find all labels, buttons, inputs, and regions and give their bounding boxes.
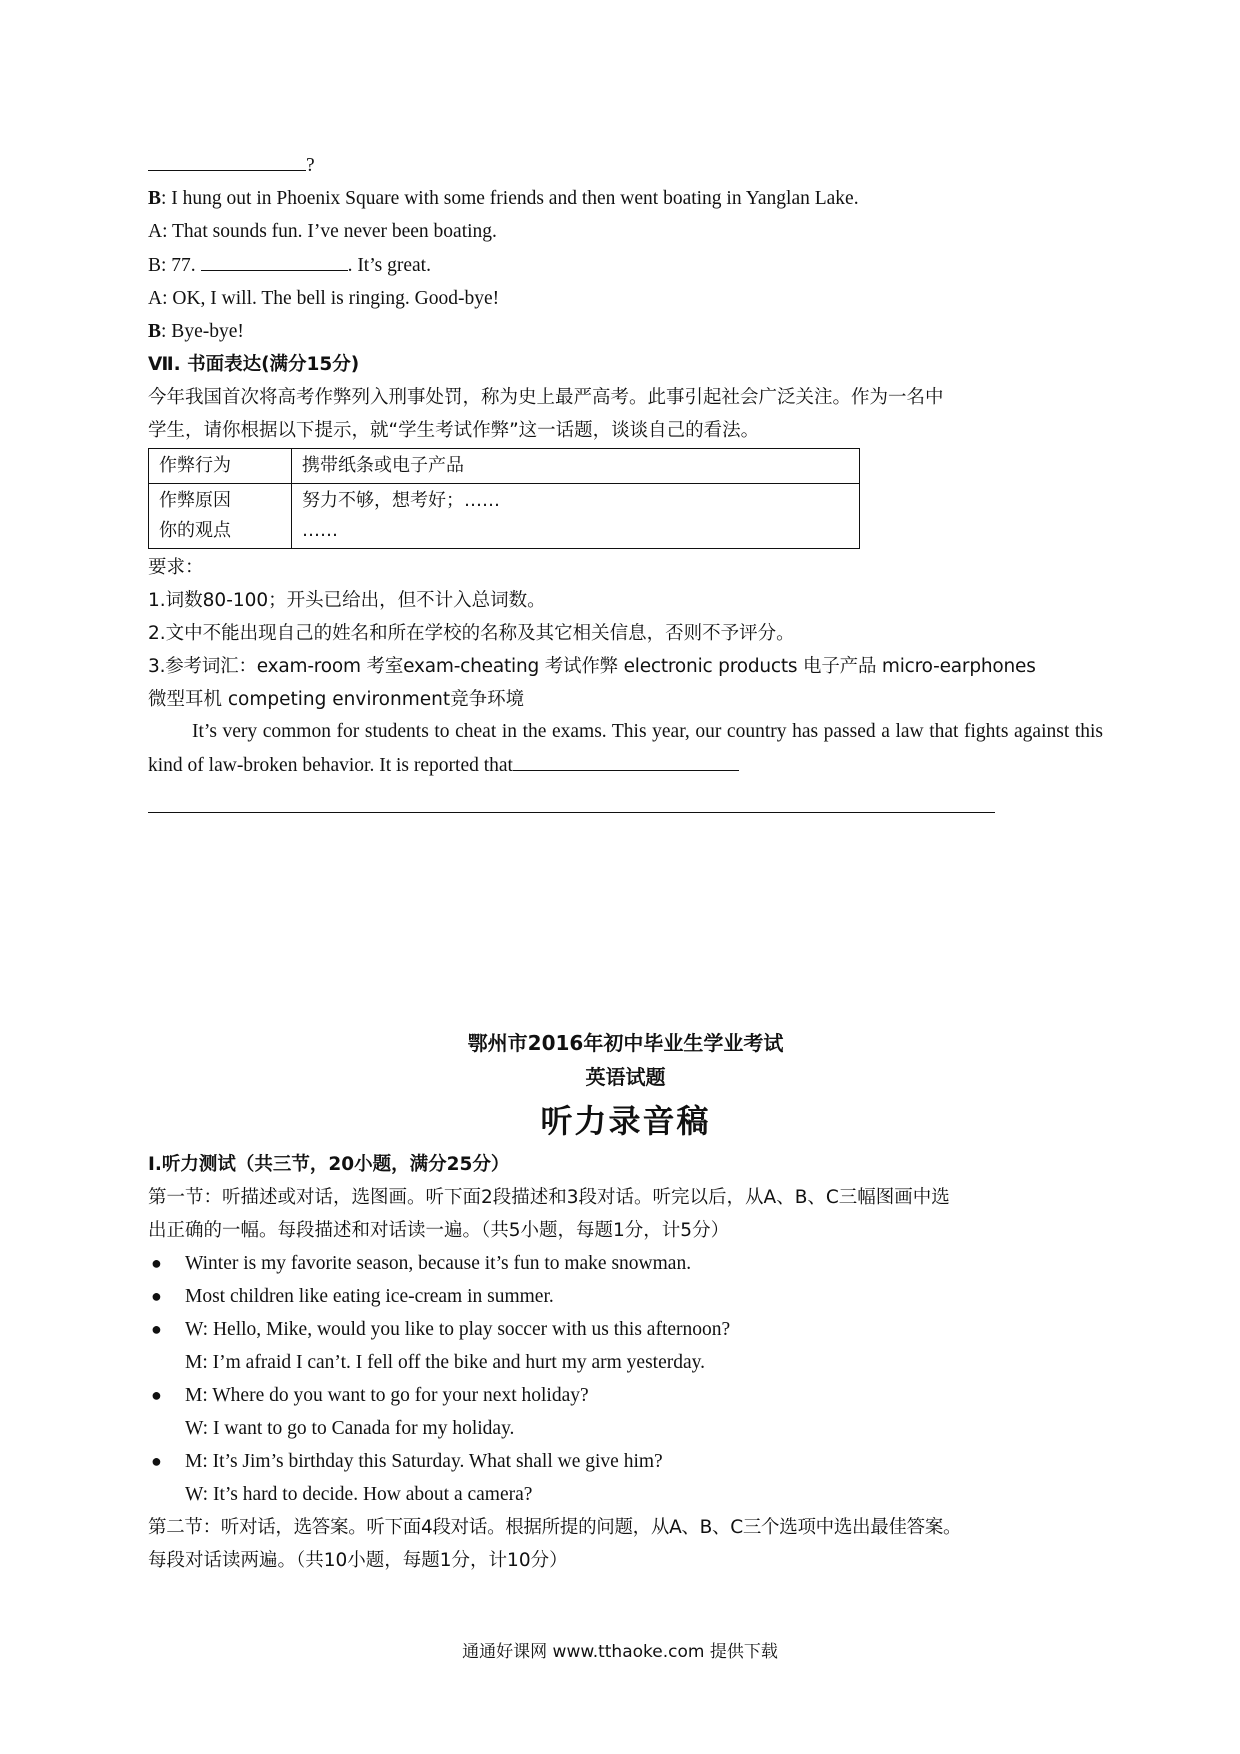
item-text: W: I want to go to Canada for my holiday.	[185, 1418, 515, 1439]
item-text: Most children like eating ice-cream in summer.	[185, 1286, 554, 1307]
cell-line: ……	[302, 520, 338, 541]
item-text: Winter is my favorite season, because it’s fun to make snowman.	[185, 1253, 692, 1274]
dialogue-line-a2: A: OK, I will. The bell is ringing. Good-bye!	[148, 288, 500, 309]
requirement-3-continued: 微型耳机 competing environment竞争环境	[148, 689, 525, 710]
essay-blank-line	[148, 782, 995, 813]
requirement-1: 1.词数80-100；开头已给出，但不计入总词数。	[148, 590, 546, 611]
item-text: M: Where do you want to go for your next holiday?	[185, 1385, 589, 1406]
cell-line: 你的观点	[159, 520, 231, 541]
bullet-icon: ●	[151, 1385, 162, 1405]
cell-line: 作弊原因	[159, 490, 231, 511]
speaker-b: B	[148, 188, 162, 209]
table-row	[149, 449, 860, 484]
cell-line: 努力不够，想考好；……	[302, 490, 500, 511]
writing-prompt-line-2: 学生，请你根据以下提示，就“学生考试作弊”这一话题，谈谈自己的看法。	[148, 420, 760, 441]
dialogue-text: . It’s great.	[347, 255, 431, 276]
requirement-3: 3.参考词汇：exam-room 考室exam-cheating 考试作弊 electronic products 电子产品 micro-earphones	[148, 656, 1036, 677]
list-item	[148, 1280, 1103, 1313]
exam-title: 鄂州市2016年初中毕业生学业考试	[467, 1031, 784, 1055]
list-item	[148, 1313, 1103, 1379]
section-1-instructions-line-2: 出正确的一幅。每段描述和对话读一遍。（共5小题，每题1分，计5分）	[148, 1220, 730, 1241]
dialogue-text: B: 77.	[148, 255, 196, 276]
table-row	[149, 484, 860, 549]
requirements-heading: 要求：	[148, 557, 204, 578]
essay-opening	[148, 716, 1103, 782]
listening-part-heading: Ⅰ.听力测试（共三节，20小题，满分25分）	[148, 1154, 510, 1175]
dialogue-line-b3	[148, 315, 1103, 348]
dialogue-line-b1	[148, 182, 1103, 215]
dialogue-text: : I hung out in Phoenix Square with some friends and then went boating in Yanglan Lake.	[161, 188, 859, 209]
answer-blank-77	[201, 248, 348, 271]
transcript-title: 听力录音稿	[540, 1102, 711, 1140]
writing-prompt-line-1: 今年我国首次将高考作弊列入刑事处罚，称为史上最严高考。此事引起社会广泛关注。作为一名中	[148, 387, 944, 408]
speaker-b: B	[148, 321, 162, 342]
spacer	[148, 820, 1103, 1026]
dialogue-question-line	[148, 148, 1103, 182]
essay-text: It’s very common for students to cheat in the exams. This year, our country has passed a law that fights against this kind of law-broken behavior. It is reported that	[148, 721, 1103, 776]
item-text: W: It’s hard to decide. How about a camera?	[185, 1484, 533, 1505]
writing-hint-table	[148, 448, 860, 549]
item-text: M: It’s Jim’s birthday this Saturday. What shall we give him?	[185, 1451, 663, 1472]
table-cell-label	[149, 484, 292, 549]
requirement-2: 2.文中不能出现自己的姓名和所在学校的名称及其它相关信息，否则不予评分。	[148, 623, 795, 644]
question-mark: ?	[306, 155, 315, 176]
section-2-instructions-line-2: 每段对话读两遍。（共10小题，每题1分，计10分）	[148, 1550, 568, 1571]
list-item	[148, 1247, 1103, 1280]
list-item	[148, 1379, 1103, 1445]
essay-blank-line-wrap	[148, 782, 1103, 820]
table-cell-label: 作弊行为	[149, 449, 292, 484]
table-cell-value	[292, 484, 860, 549]
table-cell-value: 携带纸条或电子产品	[292, 449, 860, 484]
item-text: W: Hello, Mike, would you like to play soccer with us this afternoon?	[185, 1319, 731, 1340]
item-text: M: I’m afraid I can’t. I fell off the bike and hurt my arm yesterday.	[185, 1352, 705, 1373]
document-page	[148, 148, 1103, 1577]
section-1-instructions-line-1: 第一节：听描述或对话，选图画。听下面2段描述和3段对话。听完以后，从A、B、C三幅图画中选	[148, 1187, 950, 1208]
dialogue-line-a1: A: That sounds fun. I’ve never been boating.	[148, 221, 497, 242]
exam-subject: 英语试题	[585, 1065, 666, 1089]
list-item	[148, 1445, 1103, 1511]
bullet-icon: ●	[151, 1451, 162, 1471]
dialogue-line-b2	[148, 248, 1103, 282]
page-footer: 通通好课网 www.tthaoke.com 提供下载	[462, 1642, 778, 1662]
dialogue-text: : Bye-bye!	[161, 321, 244, 342]
bullet-icon: ●	[151, 1319, 162, 1339]
section-2-instructions-line-1: 第二节：听对话，选答案。听下面4段对话。根据所提的问题，从A、B、C三个选项中选出最佳答案。	[148, 1517, 962, 1538]
bullet-icon: ●	[151, 1253, 162, 1273]
essay-blank	[513, 748, 739, 771]
bullet-icon: ●	[151, 1286, 162, 1306]
answer-blank	[148, 148, 306, 171]
writing-section-heading: Ⅶ. 书面表达(满分15分)	[148, 354, 360, 375]
